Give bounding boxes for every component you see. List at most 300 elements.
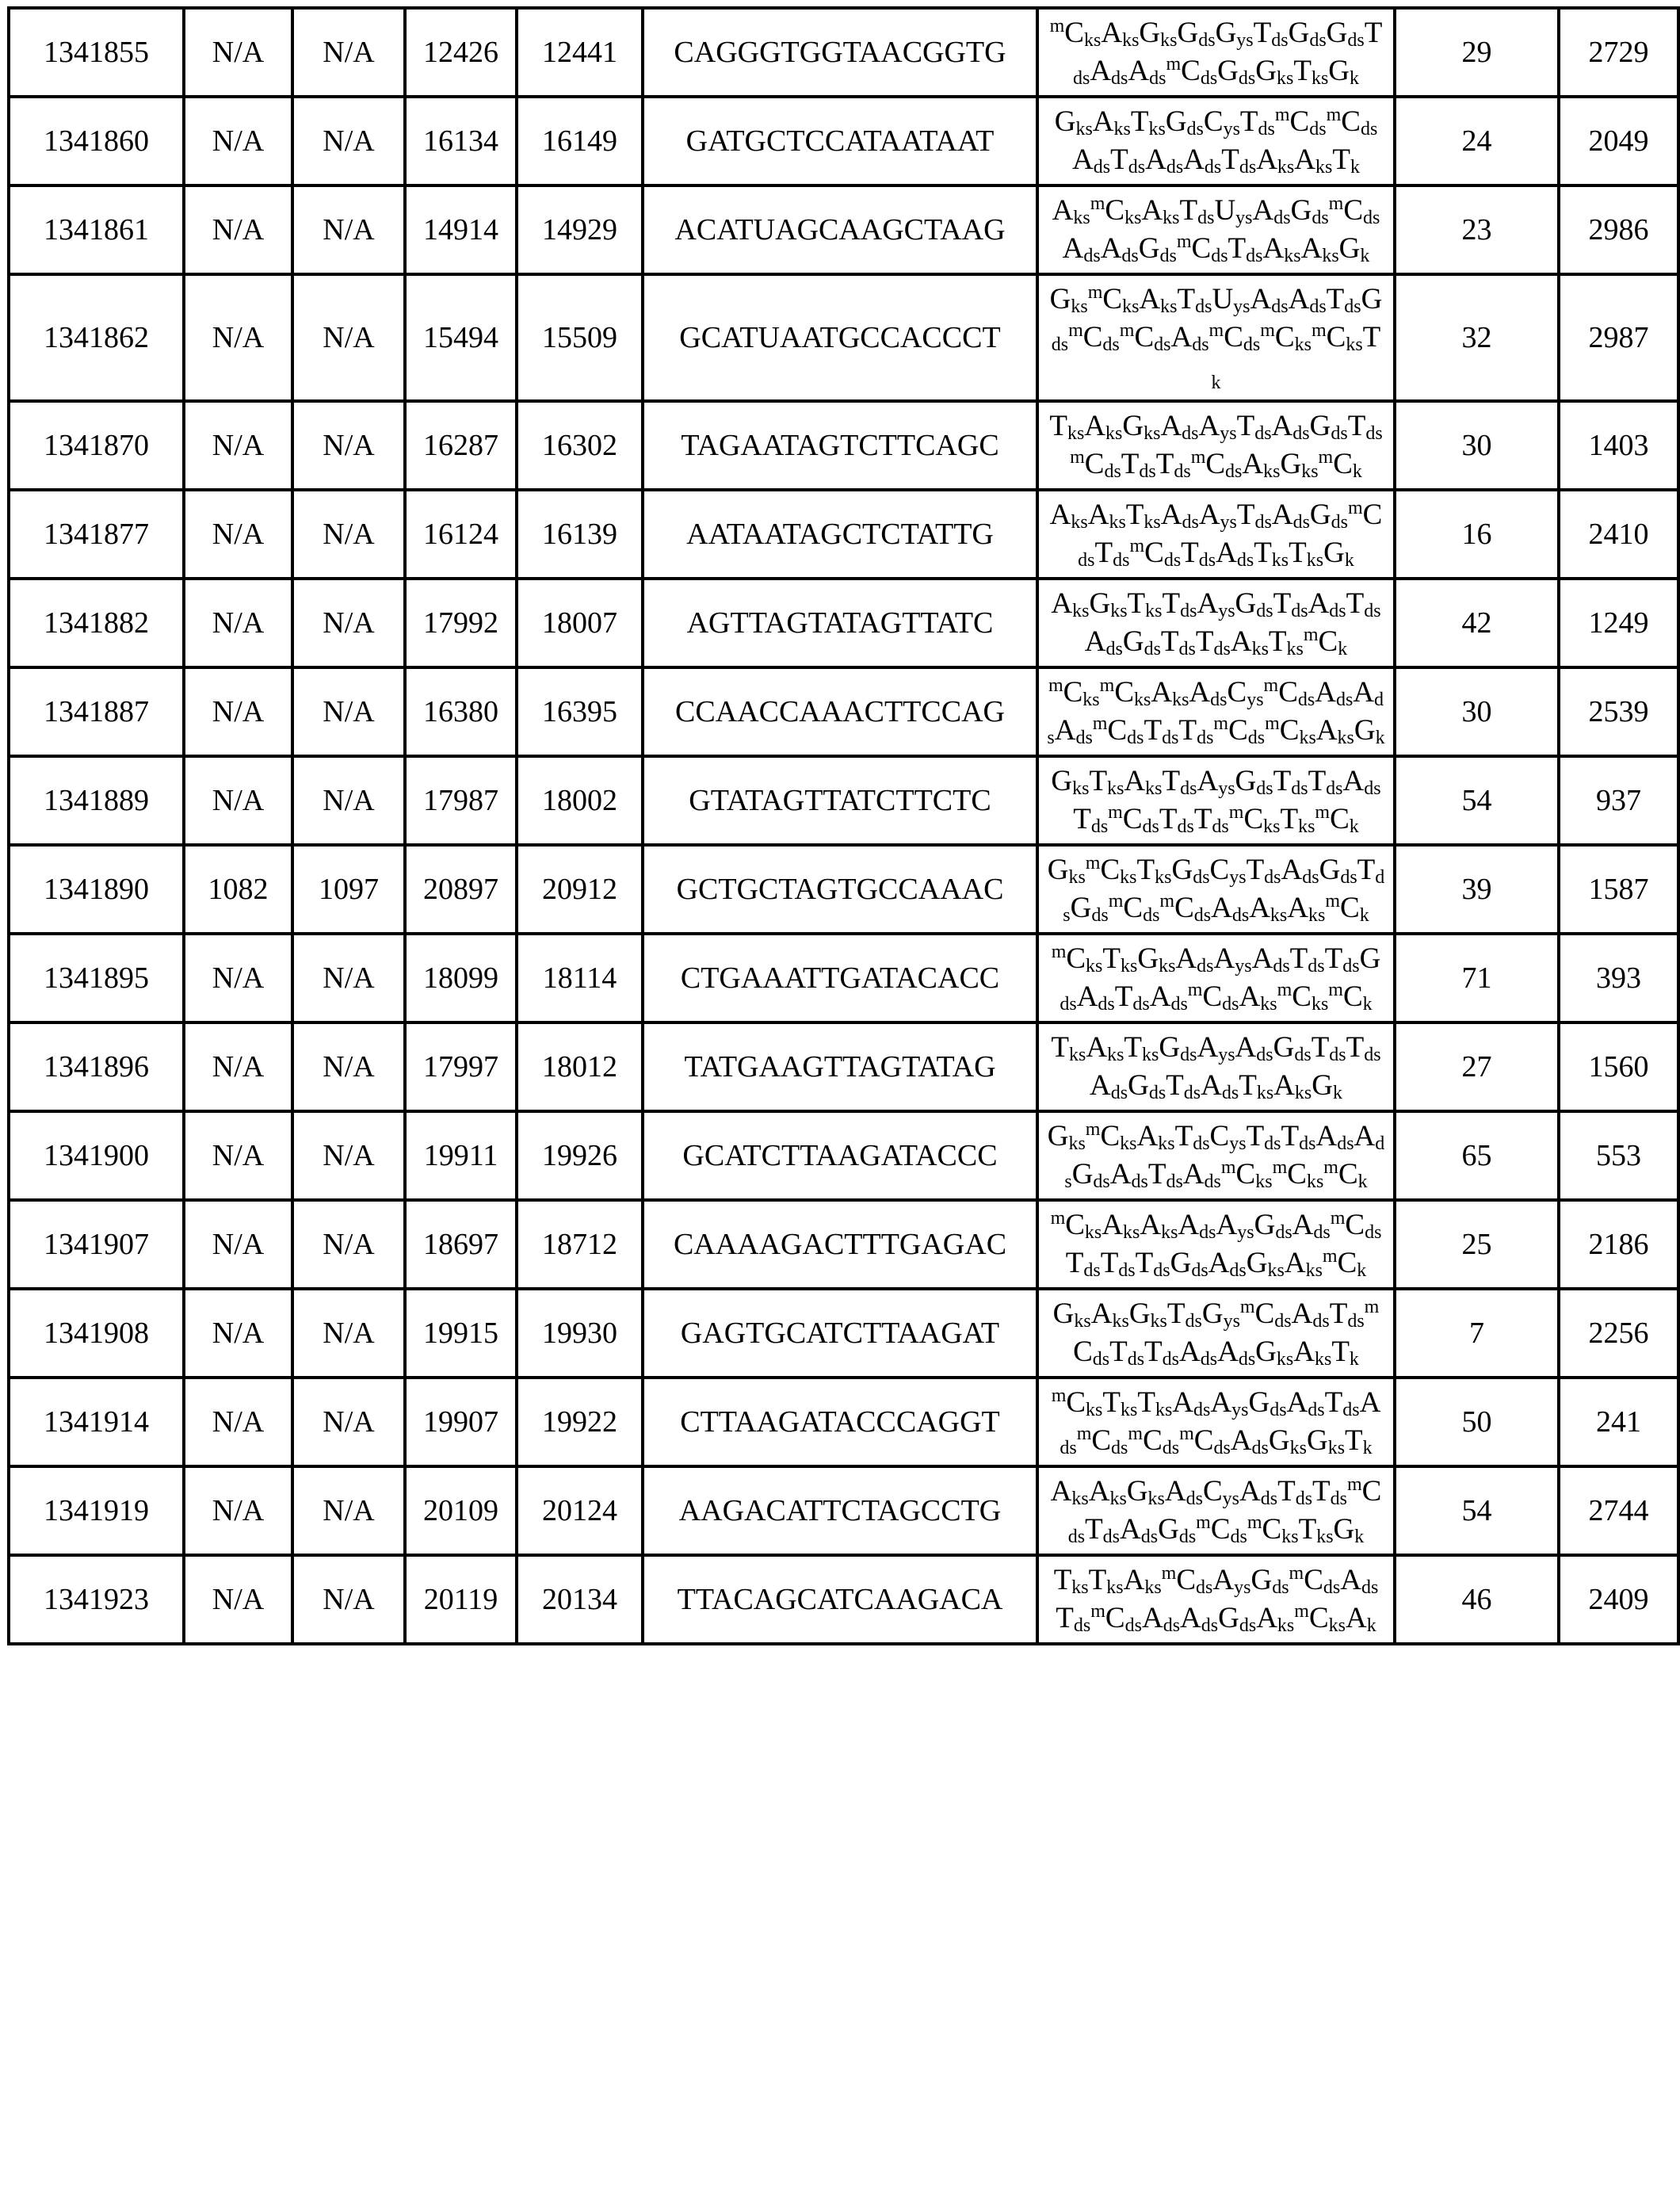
sugar-linkage-code: ks bbox=[1329, 1615, 1346, 1636]
site-1-stop-cell: N/A bbox=[292, 1289, 405, 1378]
compound-id-cell: 1341895 bbox=[9, 934, 184, 1022]
nucleobase: A bbox=[1212, 1564, 1234, 1596]
nucleobase: A bbox=[1231, 625, 1252, 658]
methyl-modifier: m bbox=[1196, 1512, 1211, 1533]
nucleobase: T bbox=[1144, 714, 1163, 747]
nucleobase: C bbox=[1181, 55, 1201, 87]
nucleobase: A bbox=[1142, 1602, 1163, 1634]
nucleobase: T bbox=[1221, 143, 1239, 176]
table-row bbox=[9, 667, 1678, 756]
table-row bbox=[9, 185, 1678, 274]
seq-id-cell: 1249 bbox=[1559, 579, 1678, 667]
nucleobase: A bbox=[1183, 143, 1205, 176]
site-2-start-cell: 19915 bbox=[405, 1289, 517, 1378]
inhibition-cell: 30 bbox=[1395, 401, 1559, 490]
site-1-start-cell: N/A bbox=[184, 97, 292, 185]
inhibition-cell: 39 bbox=[1395, 845, 1559, 934]
nucleobase: C bbox=[1330, 803, 1350, 835]
nucleobase: T bbox=[1346, 1031, 1365, 1064]
sequence-cell: GCTGCTAGTGCCAAAC bbox=[643, 845, 1037, 934]
nucleobase: T bbox=[1066, 1247, 1084, 1279]
sugar-linkage-code: ds bbox=[1261, 1489, 1277, 1509]
sugar-linkage-code: ds bbox=[1256, 1045, 1273, 1065]
sugar-linkage-code: ds bbox=[1210, 690, 1227, 710]
nucleobase: G bbox=[1235, 765, 1257, 797]
sugar-linkage-code: ds bbox=[1141, 1527, 1158, 1547]
sugar-linkage-code: ks bbox=[1322, 246, 1338, 266]
sugar-linkage-code: ds bbox=[1331, 423, 1347, 444]
nucleobase: A bbox=[1052, 194, 1074, 227]
nucleobase: C bbox=[1073, 1336, 1093, 1368]
nucleobase: T bbox=[1049, 410, 1067, 442]
site-1-start-cell: N/A bbox=[184, 1378, 292, 1466]
sugar-linkage-code: ks bbox=[1155, 867, 1171, 888]
sugar-linkage-code: ks bbox=[1270, 905, 1287, 926]
nucleobase: T bbox=[1110, 143, 1128, 176]
sugar-linkage-code: ds bbox=[1111, 68, 1128, 89]
table-row bbox=[9, 579, 1678, 667]
nucleobase: G bbox=[1071, 892, 1092, 924]
nucleobase: T bbox=[1054, 1564, 1072, 1596]
nucleobase: C bbox=[1224, 321, 1243, 354]
sugar-linkage-code: ds bbox=[1211, 246, 1228, 266]
sugar-linkage-code: ds bbox=[1143, 905, 1159, 926]
nucleobase: A bbox=[1180, 1602, 1201, 1634]
sugar-linkage-code: ds bbox=[1271, 30, 1288, 51]
sugar-linkage-code: ks bbox=[1123, 1222, 1140, 1243]
sugar-linkage-code: ds bbox=[1222, 994, 1239, 1015]
nucleobase: T bbox=[1277, 1475, 1296, 1508]
sugar-linkage-code: ks bbox=[1160, 296, 1177, 317]
sugar-linkage-code: ds bbox=[1106, 639, 1123, 659]
nucleobase: A bbox=[1256, 143, 1277, 176]
nucleobase: G bbox=[1319, 854, 1341, 886]
sugar-linkage-code: ds bbox=[1347, 30, 1364, 51]
seq-id-cell: 2409 bbox=[1559, 1555, 1678, 1644]
sugar-linkage-code: ks bbox=[1252, 639, 1269, 659]
sugar-linkage-code: ys bbox=[1224, 119, 1240, 140]
nucleobase: A bbox=[1175, 942, 1197, 975]
methyl-modifier: m bbox=[1068, 320, 1083, 341]
sugar-linkage-code: ds bbox=[1292, 423, 1309, 444]
sugar-linkage-code: k bbox=[1354, 1527, 1364, 1547]
sugar-linkage-code: ks bbox=[1306, 1260, 1323, 1281]
nucleobase: T bbox=[1101, 1247, 1119, 1279]
inhibition-cell: 65 bbox=[1395, 1111, 1559, 1200]
site-1-stop-cell: N/A bbox=[292, 490, 405, 579]
nucleobase: A bbox=[1250, 283, 1272, 315]
compound-id-cell: 1341862 bbox=[9, 274, 184, 401]
sugar-linkage-code: ks bbox=[1307, 1171, 1323, 1192]
methyl-modifier: m bbox=[1348, 498, 1363, 518]
nucleobase: T bbox=[1124, 1031, 1142, 1064]
nucleobase: G bbox=[1123, 625, 1144, 658]
seq-id-cell: 2744 bbox=[1559, 1466, 1678, 1555]
sugar-linkage-code: ds bbox=[1331, 1489, 1347, 1509]
nucleobase: G bbox=[1289, 17, 1310, 49]
nucleobase: C bbox=[1340, 892, 1360, 924]
chemistry-notation-cell bbox=[1037, 1289, 1395, 1378]
nucleobase: C bbox=[1210, 1120, 1230, 1152]
sugar-linkage-code: ds bbox=[1248, 728, 1265, 748]
sugar-linkage-code: ds bbox=[1193, 1133, 1209, 1154]
table-row bbox=[9, 401, 1678, 490]
compound-id-cell: 1341861 bbox=[9, 185, 184, 274]
table-row bbox=[9, 1378, 1678, 1466]
sugar-linkage-code: ds bbox=[1098, 994, 1114, 1015]
nucleobase: A bbox=[1289, 283, 1310, 315]
site-1-stop-cell: N/A bbox=[292, 1200, 405, 1289]
nucleobase: T bbox=[1194, 803, 1212, 835]
table-row bbox=[9, 1200, 1678, 1289]
nucleobase: G bbox=[1177, 17, 1198, 49]
sugar-linkage-code: ds bbox=[1193, 867, 1209, 888]
nucleobase: T bbox=[1166, 1069, 1184, 1102]
sugar-linkage-code: ds bbox=[1337, 1133, 1354, 1154]
sugar-linkage-code: ks bbox=[1301, 461, 1318, 482]
nucleobase: A bbox=[1165, 1475, 1186, 1508]
nucleobase: C bbox=[1123, 892, 1143, 924]
nucleobase: C bbox=[1204, 105, 1224, 138]
seq-id-cell: 1587 bbox=[1559, 845, 1678, 934]
nucleobase: T bbox=[1161, 625, 1179, 658]
sugar-linkage-code: ks bbox=[1072, 778, 1089, 799]
site-1-stop-cell: N/A bbox=[292, 8, 405, 97]
site-2-stop-cell: 14929 bbox=[517, 185, 643, 274]
nucleobase: A bbox=[1292, 1298, 1313, 1330]
nucleobase: G bbox=[1170, 1247, 1192, 1279]
sugar-linkage-code: ds bbox=[1323, 1577, 1340, 1598]
sugar-linkage-code: ks bbox=[1121, 1400, 1137, 1420]
sugar-linkage-code: ds bbox=[1180, 778, 1197, 799]
sugar-linkage-code: ks bbox=[1257, 1083, 1273, 1103]
nucleobase: C bbox=[1228, 714, 1248, 747]
nucleobase: A bbox=[1208, 1247, 1230, 1279]
site-2-stop-cell: 19922 bbox=[517, 1378, 643, 1466]
sugar-linkage-code: ds bbox=[1270, 1400, 1286, 1420]
nucleobase: A bbox=[1235, 1031, 1257, 1064]
site-1-stop-cell: N/A bbox=[292, 1466, 405, 1555]
nucleobase: C bbox=[1343, 980, 1363, 1013]
sugar-linkage-code: ds bbox=[1312, 208, 1328, 228]
sugar-linkage-code: ds bbox=[1180, 1045, 1197, 1065]
inhibition-cell: 50 bbox=[1395, 1378, 1559, 1466]
nucleobase: T bbox=[1073, 803, 1091, 835]
seq-id-cell: 393 bbox=[1559, 934, 1678, 1022]
nucleobase: C bbox=[1345, 1209, 1365, 1241]
methyl-modifier: m bbox=[1323, 1246, 1338, 1267]
seq-id-cell: 2729 bbox=[1559, 8, 1678, 97]
sugar-linkage-code: ks bbox=[1144, 512, 1160, 533]
methyl-modifier: m bbox=[1048, 675, 1063, 696]
methyl-modifier: m bbox=[1051, 1208, 1066, 1229]
compound-id-cell: 1341882 bbox=[9, 579, 184, 667]
methyl-modifier: m bbox=[1166, 54, 1181, 75]
nucleobase: T bbox=[1273, 587, 1292, 620]
sequence-cell: CAGGGTGGTAACGGTG bbox=[643, 8, 1037, 97]
methyl-modifier: m bbox=[1331, 1208, 1346, 1229]
sugar-linkage-code: ds bbox=[1294, 1045, 1311, 1065]
sugar-linkage-code: ks bbox=[1148, 119, 1165, 140]
methyl-modifier: m bbox=[1128, 1424, 1143, 1444]
sugar-linkage-code: ds bbox=[1308, 1400, 1324, 1420]
nucleobase: A bbox=[1315, 1120, 1337, 1152]
site-2-start-cell: 19911 bbox=[405, 1111, 517, 1200]
sugar-linkage-code: ds bbox=[1344, 296, 1361, 317]
nucleobase: A bbox=[1084, 410, 1105, 442]
sugar-linkage-code: ks bbox=[1307, 550, 1323, 571]
site-2-stop-cell: 18007 bbox=[517, 579, 643, 667]
sugar-linkage-code: ds bbox=[1074, 1615, 1090, 1636]
site-1-stop-cell: 1097 bbox=[292, 845, 405, 934]
sugar-linkage-code: ds bbox=[1340, 867, 1357, 888]
compound-id-cell: 1341908 bbox=[9, 1289, 184, 1378]
nucleobase: A bbox=[1093, 105, 1114, 138]
sugar-linkage-code: k bbox=[1363, 994, 1373, 1015]
sugar-linkage-code: ks bbox=[1073, 208, 1090, 228]
nucleobase: G bbox=[1280, 448, 1301, 480]
nucleobase: A bbox=[1091, 1298, 1113, 1330]
site-2-start-cell: 14914 bbox=[405, 185, 517, 274]
site-1-stop-cell: N/A bbox=[292, 1555, 405, 1644]
nucleobase: T bbox=[1247, 1120, 1265, 1152]
nucleobase: A bbox=[1151, 676, 1172, 709]
sugar-linkage-code: ds bbox=[1125, 1615, 1142, 1636]
sugar-linkage-code: ds bbox=[1365, 423, 1382, 444]
nucleobase: C bbox=[1343, 194, 1363, 227]
sugar-linkage-code: ds bbox=[1309, 30, 1326, 51]
sugar-linkage-code: ds bbox=[1329, 601, 1346, 621]
sugar-linkage-code: ys bbox=[1233, 296, 1250, 317]
inhibition-cell: 54 bbox=[1395, 756, 1559, 845]
sugar-linkage-code: ds bbox=[1177, 816, 1193, 837]
nucleobase: A bbox=[1050, 499, 1071, 531]
nucleobase: G bbox=[1328, 55, 1350, 87]
nucleobase: C bbox=[1065, 1209, 1085, 1241]
nucleobase: G bbox=[1055, 105, 1076, 138]
methyl-modifier: m bbox=[1177, 231, 1192, 252]
nucleobase: A bbox=[1217, 1336, 1239, 1368]
sugar-linkage-code: ks bbox=[1277, 1349, 1293, 1370]
sugar-linkage-code: ks bbox=[1086, 1400, 1102, 1420]
site-2-stop-cell: 20912 bbox=[517, 845, 643, 934]
inhibition-cell: 27 bbox=[1395, 1022, 1559, 1111]
sugar-linkage-code: ks bbox=[1074, 1311, 1090, 1332]
site-2-start-cell: 18099 bbox=[405, 934, 517, 1022]
nucleobase: A bbox=[1189, 676, 1210, 709]
sugar-linkage-code: ds bbox=[1127, 728, 1144, 748]
nucleobase: C bbox=[1085, 448, 1105, 480]
site-2-stop-cell: 16149 bbox=[517, 97, 643, 185]
sugar-linkage-code: ks bbox=[1284, 246, 1300, 266]
sugar-linkage-code: ys bbox=[1231, 1400, 1248, 1420]
site-2-stop-cell: 12441 bbox=[517, 8, 643, 97]
sugar-linkage-code: ds bbox=[1193, 1400, 1210, 1420]
nucleobase: T bbox=[1237, 410, 1255, 442]
nucleobase: G bbox=[1218, 1602, 1239, 1634]
nucleobase: G bbox=[1255, 1336, 1277, 1368]
nucleobase: T bbox=[1126, 499, 1144, 531]
nucleobase: C bbox=[1105, 194, 1124, 227]
inhibition-cell: 29 bbox=[1395, 8, 1559, 97]
sequence-cell: CTTAAGATACCCAGGT bbox=[643, 1378, 1037, 1466]
compound-id-cell: 1341877 bbox=[9, 490, 184, 579]
sugar-linkage-code: k bbox=[1360, 246, 1369, 266]
seq-id-cell: 937 bbox=[1559, 756, 1678, 845]
sugar-linkage-code: ds bbox=[1239, 1615, 1256, 1636]
site-1-stop-cell: N/A bbox=[292, 274, 405, 401]
sugar-linkage-code: ds bbox=[1091, 905, 1108, 926]
seq-id-cell: 2186 bbox=[1559, 1200, 1678, 1289]
nucleobase: A bbox=[1124, 1564, 1145, 1596]
site-2-start-cell: 15494 bbox=[405, 274, 517, 401]
nucleobase: A bbox=[1197, 765, 1218, 797]
methyl-modifier: m bbox=[1086, 1119, 1101, 1140]
methyl-modifier: m bbox=[1277, 980, 1292, 1000]
nucleobase: T bbox=[1089, 765, 1107, 797]
sugar-linkage-code: ds bbox=[1205, 1171, 1221, 1192]
nucleobase: T bbox=[1137, 1386, 1155, 1419]
nucleobase: G bbox=[1139, 232, 1160, 265]
site-1-start-cell: N/A bbox=[184, 934, 292, 1022]
nucleobase: C bbox=[1275, 321, 1295, 354]
sugar-linkage-code: ds bbox=[1299, 1133, 1315, 1154]
chemistry-notation-cell bbox=[1037, 756, 1395, 845]
nucleobase: A bbox=[1273, 1069, 1295, 1102]
sugar-linkage-code: ds bbox=[1364, 778, 1380, 799]
methyl-modifier: m bbox=[1093, 713, 1108, 734]
sugar-linkage-code: ds bbox=[1103, 1527, 1120, 1547]
nucleobase: T bbox=[1254, 537, 1272, 569]
table-row bbox=[9, 8, 1678, 97]
methyl-modifier: m bbox=[1312, 320, 1327, 341]
sequence-cell: AAGACATTCTAGCCTG bbox=[643, 1466, 1037, 1555]
seq-id-cell: 241 bbox=[1559, 1378, 1678, 1466]
sugar-linkage-code: k bbox=[1345, 550, 1354, 571]
nucleobase: C bbox=[1327, 321, 1346, 354]
nucleobase: A bbox=[1201, 1069, 1222, 1102]
nucleobase: A bbox=[1140, 1209, 1161, 1241]
nucleobase: T bbox=[1159, 803, 1178, 835]
sugar-linkage-code: ds bbox=[1078, 550, 1094, 571]
methyl-modifier: m bbox=[1265, 713, 1280, 734]
nucleobase: T bbox=[1181, 537, 1199, 569]
sugar-linkage-code: ds bbox=[1222, 1083, 1239, 1103]
sugar-linkage-code: ks bbox=[1071, 1489, 1088, 1509]
chemistry-notation-cell bbox=[1037, 579, 1395, 667]
methyl-modifier: m bbox=[1179, 1424, 1194, 1444]
sugar-linkage-code: ks bbox=[1295, 1083, 1312, 1103]
nucleobase: G bbox=[1339, 232, 1361, 265]
sugar-linkage-code: ds bbox=[1205, 157, 1221, 178]
nucleobase: G bbox=[1310, 499, 1331, 531]
table-row bbox=[9, 756, 1678, 845]
nucleobase: A bbox=[1211, 892, 1232, 924]
nucleobase: C bbox=[1338, 1158, 1358, 1191]
nucleobase: C bbox=[1114, 676, 1134, 709]
sugar-linkage-code: k bbox=[1363, 1438, 1373, 1458]
nucleobase: A bbox=[1145, 143, 1166, 176]
sugar-linkage-code: ks bbox=[1260, 994, 1277, 1015]
methyl-modifier: m bbox=[1162, 1563, 1177, 1584]
nucleobase: A bbox=[1150, 980, 1171, 1013]
nucleobase: A bbox=[1340, 1564, 1361, 1596]
sugar-linkage-code: ks bbox=[1172, 690, 1189, 710]
sugar-linkage-code: ds bbox=[1186, 1489, 1203, 1509]
methyl-modifier: m bbox=[1129, 536, 1144, 556]
nucleobase: A bbox=[1252, 942, 1273, 975]
nucleobase: C bbox=[1100, 854, 1120, 886]
nucleobase: G bbox=[1248, 1386, 1270, 1419]
nucleobase: T bbox=[1137, 854, 1155, 886]
sugar-linkage-code: ks bbox=[1312, 994, 1328, 1015]
sugar-linkage-code: ds bbox=[1179, 1527, 1196, 1547]
nucleobase: T bbox=[1148, 1158, 1166, 1191]
sugar-linkage-code: ks bbox=[1298, 816, 1315, 837]
sugar-linkage-code: ks bbox=[1346, 334, 1362, 355]
nucleobase: C bbox=[1228, 676, 1247, 709]
sugar-linkage-code: k bbox=[1357, 1260, 1366, 1281]
sugar-linkage-code: ds bbox=[1239, 1349, 1255, 1370]
nucleobase: T bbox=[1163, 765, 1181, 797]
sugar-linkage-code: ds bbox=[1331, 512, 1348, 533]
sugar-linkage-code: ds bbox=[1164, 550, 1181, 571]
site-2-stop-cell: 16395 bbox=[517, 667, 643, 756]
nucleobase: A bbox=[1110, 1158, 1132, 1191]
nucleobase: U bbox=[1212, 283, 1233, 315]
sugar-linkage-code: ds bbox=[1361, 119, 1377, 140]
sugar-linkage-code: ds bbox=[1243, 334, 1260, 355]
compound-id-cell: 1341923 bbox=[9, 1555, 184, 1644]
methyl-modifier: m bbox=[1325, 891, 1340, 912]
nucleobase: C bbox=[1134, 321, 1154, 354]
sequence-cell: TAGAATAGTCTTCAGC bbox=[643, 401, 1037, 490]
nucleobase: G bbox=[1235, 587, 1257, 620]
sugar-linkage-code: ds bbox=[1060, 994, 1076, 1015]
nucleobase: A bbox=[1102, 1209, 1123, 1241]
sugar-linkage-code: ds bbox=[1163, 1438, 1179, 1458]
sugar-linkage-code: ds bbox=[1312, 1311, 1329, 1332]
sugar-linkage-code: ds bbox=[1060, 1438, 1076, 1458]
nucleobase: T bbox=[1179, 194, 1197, 227]
nucleobase: C bbox=[1105, 1602, 1125, 1634]
nucleobase: G bbox=[1048, 1120, 1069, 1152]
sugar-linkage-code: ds bbox=[1347, 1311, 1364, 1332]
sugar-linkage-code: ks bbox=[1075, 119, 1092, 140]
nucleobase: A bbox=[1292, 1209, 1314, 1241]
site-1-start-cell: N/A bbox=[184, 1555, 292, 1644]
nucleobase: T bbox=[1312, 1475, 1331, 1508]
table-row bbox=[9, 274, 1678, 401]
nucleobase: C bbox=[1341, 105, 1361, 138]
nucleobase: T bbox=[1089, 1564, 1107, 1596]
nucleobase: C bbox=[1280, 714, 1300, 747]
nucleobase: A bbox=[1249, 892, 1270, 924]
methyl-modifier: m bbox=[1077, 1424, 1092, 1444]
nucleobase: G bbox=[1273, 1031, 1295, 1064]
compound-id-cell: 1341896 bbox=[9, 1022, 184, 1111]
sugar-linkage-code: ys bbox=[1235, 208, 1252, 228]
nucleobase: A bbox=[1183, 1158, 1205, 1191]
site-1-stop-cell: N/A bbox=[292, 1378, 405, 1466]
methyl-modifier: m bbox=[1052, 1385, 1067, 1406]
nucleobase: A bbox=[1315, 676, 1336, 709]
nucleobase: A bbox=[1051, 1475, 1072, 1508]
nucleobase: C bbox=[1319, 625, 1338, 658]
sugar-linkage-code: ys bbox=[1224, 1311, 1240, 1332]
sugar-linkage-code: ys bbox=[1229, 1133, 1246, 1154]
site-2-stop-cell: 19930 bbox=[517, 1289, 643, 1378]
